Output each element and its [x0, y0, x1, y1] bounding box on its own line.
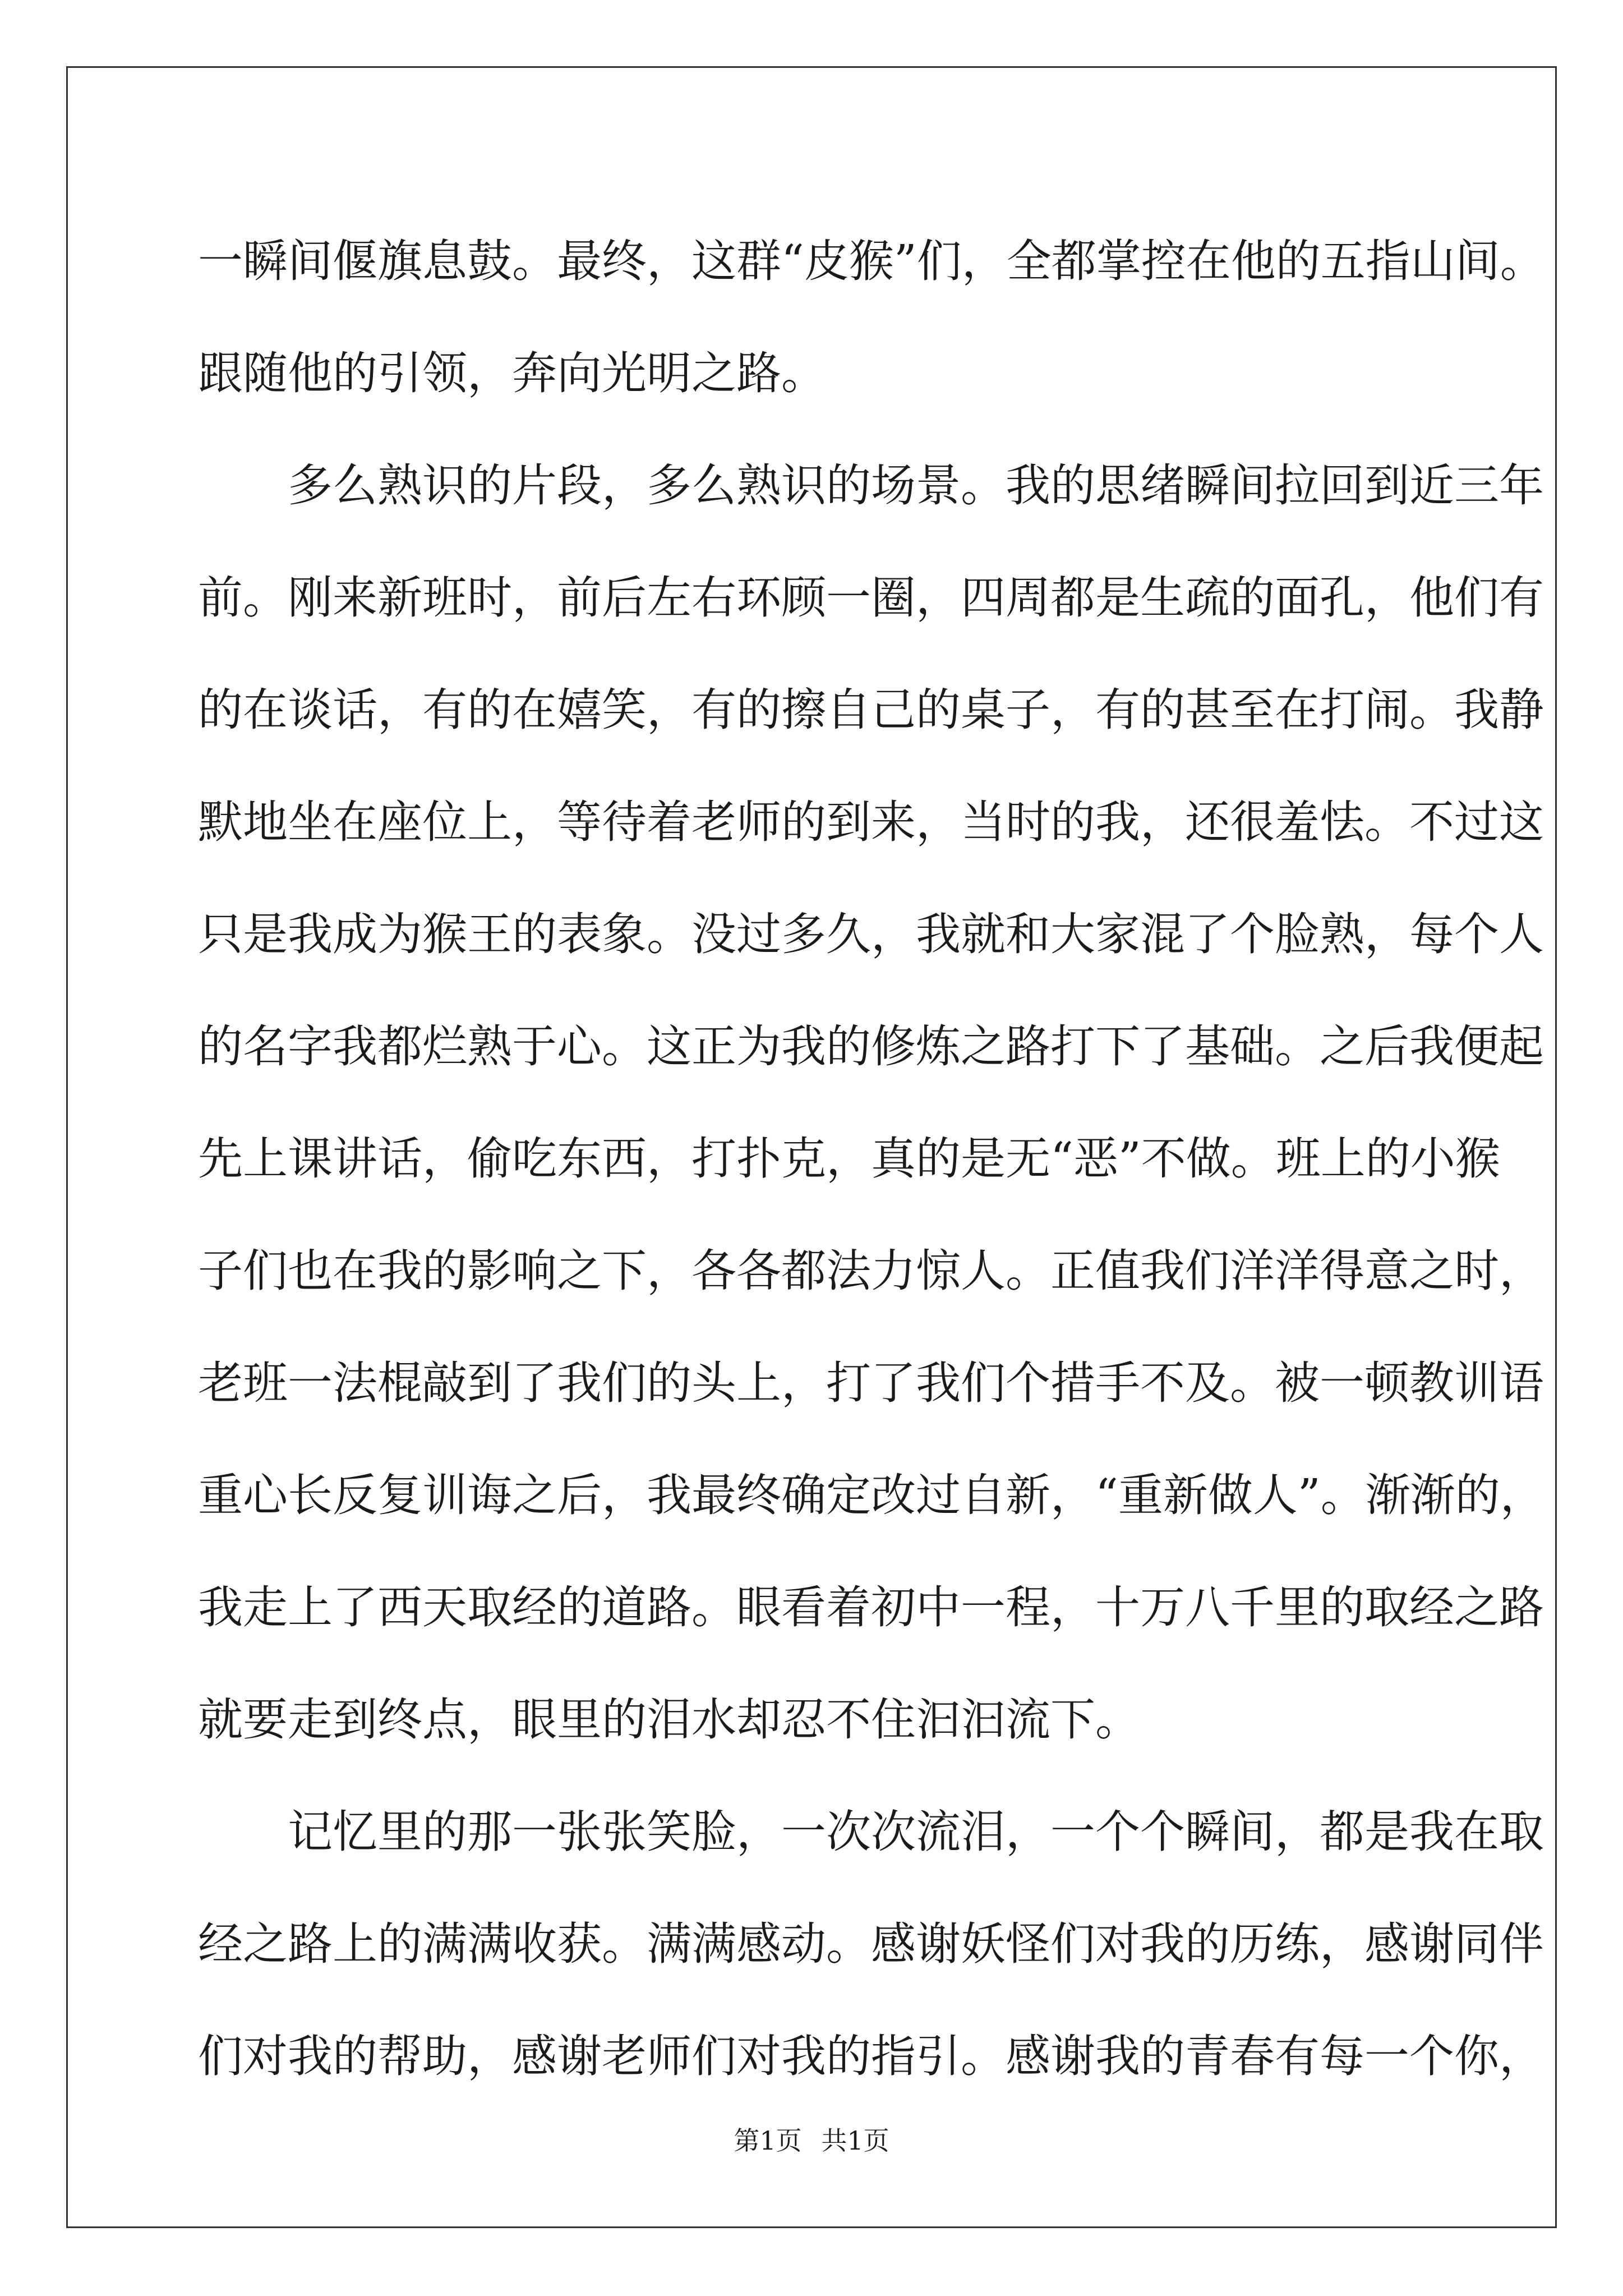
- text-line: 老班一法棍敲到了我们的头上，打了我们个措手不及。被一顿教训语: [198, 1357, 1544, 1409]
- text-line: 一瞬间偃旗息鼓。最终，这群“皮猴”们，全都掌控在他的五指山间。: [198, 235, 1545, 287]
- text-line: 经之路上的满满收获。满满感动。感谢妖怪们对我的历练，感谢同伴: [198, 1918, 1544, 1970]
- text-line: 的在谈话，有的在嬉笑，有的擦自己的桌子，有的甚至在打闹。我静: [198, 684, 1544, 736]
- text-line: 只是我成为猴王的表象。没过多久，我就和大家混了个脸熟，每个人: [198, 908, 1544, 960]
- text-line: 先上课讲话，偷吃东西，打扑克，真的是无“恶”不做。班上的小猴: [198, 1133, 1500, 1185]
- text-line: 前。刚来新班时，前后左右环顾一圈，四周都是生疏的面孔，他们有: [198, 572, 1544, 624]
- text-line: 就要走到终点，眼里的泪水却忍不住汩汩流下。: [198, 1694, 1140, 1746]
- text-line: 子们也在我的影响之下，各各都法力惊人。正值我们洋洋得意之时，: [198, 1245, 1544, 1297]
- paragraph-start-line: 记忆里的那一张张笑脸，一次次流泪，一个个瞬间，都是我在取: [288, 1806, 1544, 1858]
- text-line: 我走上了西天取经的道路。眼看着初中一程，十万八千里的取经之路: [198, 1581, 1544, 1634]
- text-line: 们对我的帮助，感谢老师们对我的指引。感谢我的青春有每一个你，: [198, 2030, 1544, 2082]
- page-total: 共1页: [821, 2125, 889, 2156]
- page-number: 第1页: [734, 2125, 802, 2156]
- text-line: 跟随他的引领，奔向光明之路。: [198, 347, 826, 399]
- text-line: 重心长反复训诲之后，我最终确定改过自新，“重新做人”。渐渐的，: [198, 1469, 1545, 1521]
- text-line: 默地坐在座位上，等待着老师的到来，当时的我，还很羞怯。不过这: [198, 796, 1544, 848]
- text-line: 的名字我都烂熟于心。这正为我的修炼之路打下了基础。之后我便起: [198, 1020, 1544, 1073]
- page-footer: [0, 2120, 1623, 2157]
- paragraph-start-line: 多么熟识的片段，多么熟识的场景。我的思绪瞬间拉回到近三年: [288, 459, 1544, 512]
